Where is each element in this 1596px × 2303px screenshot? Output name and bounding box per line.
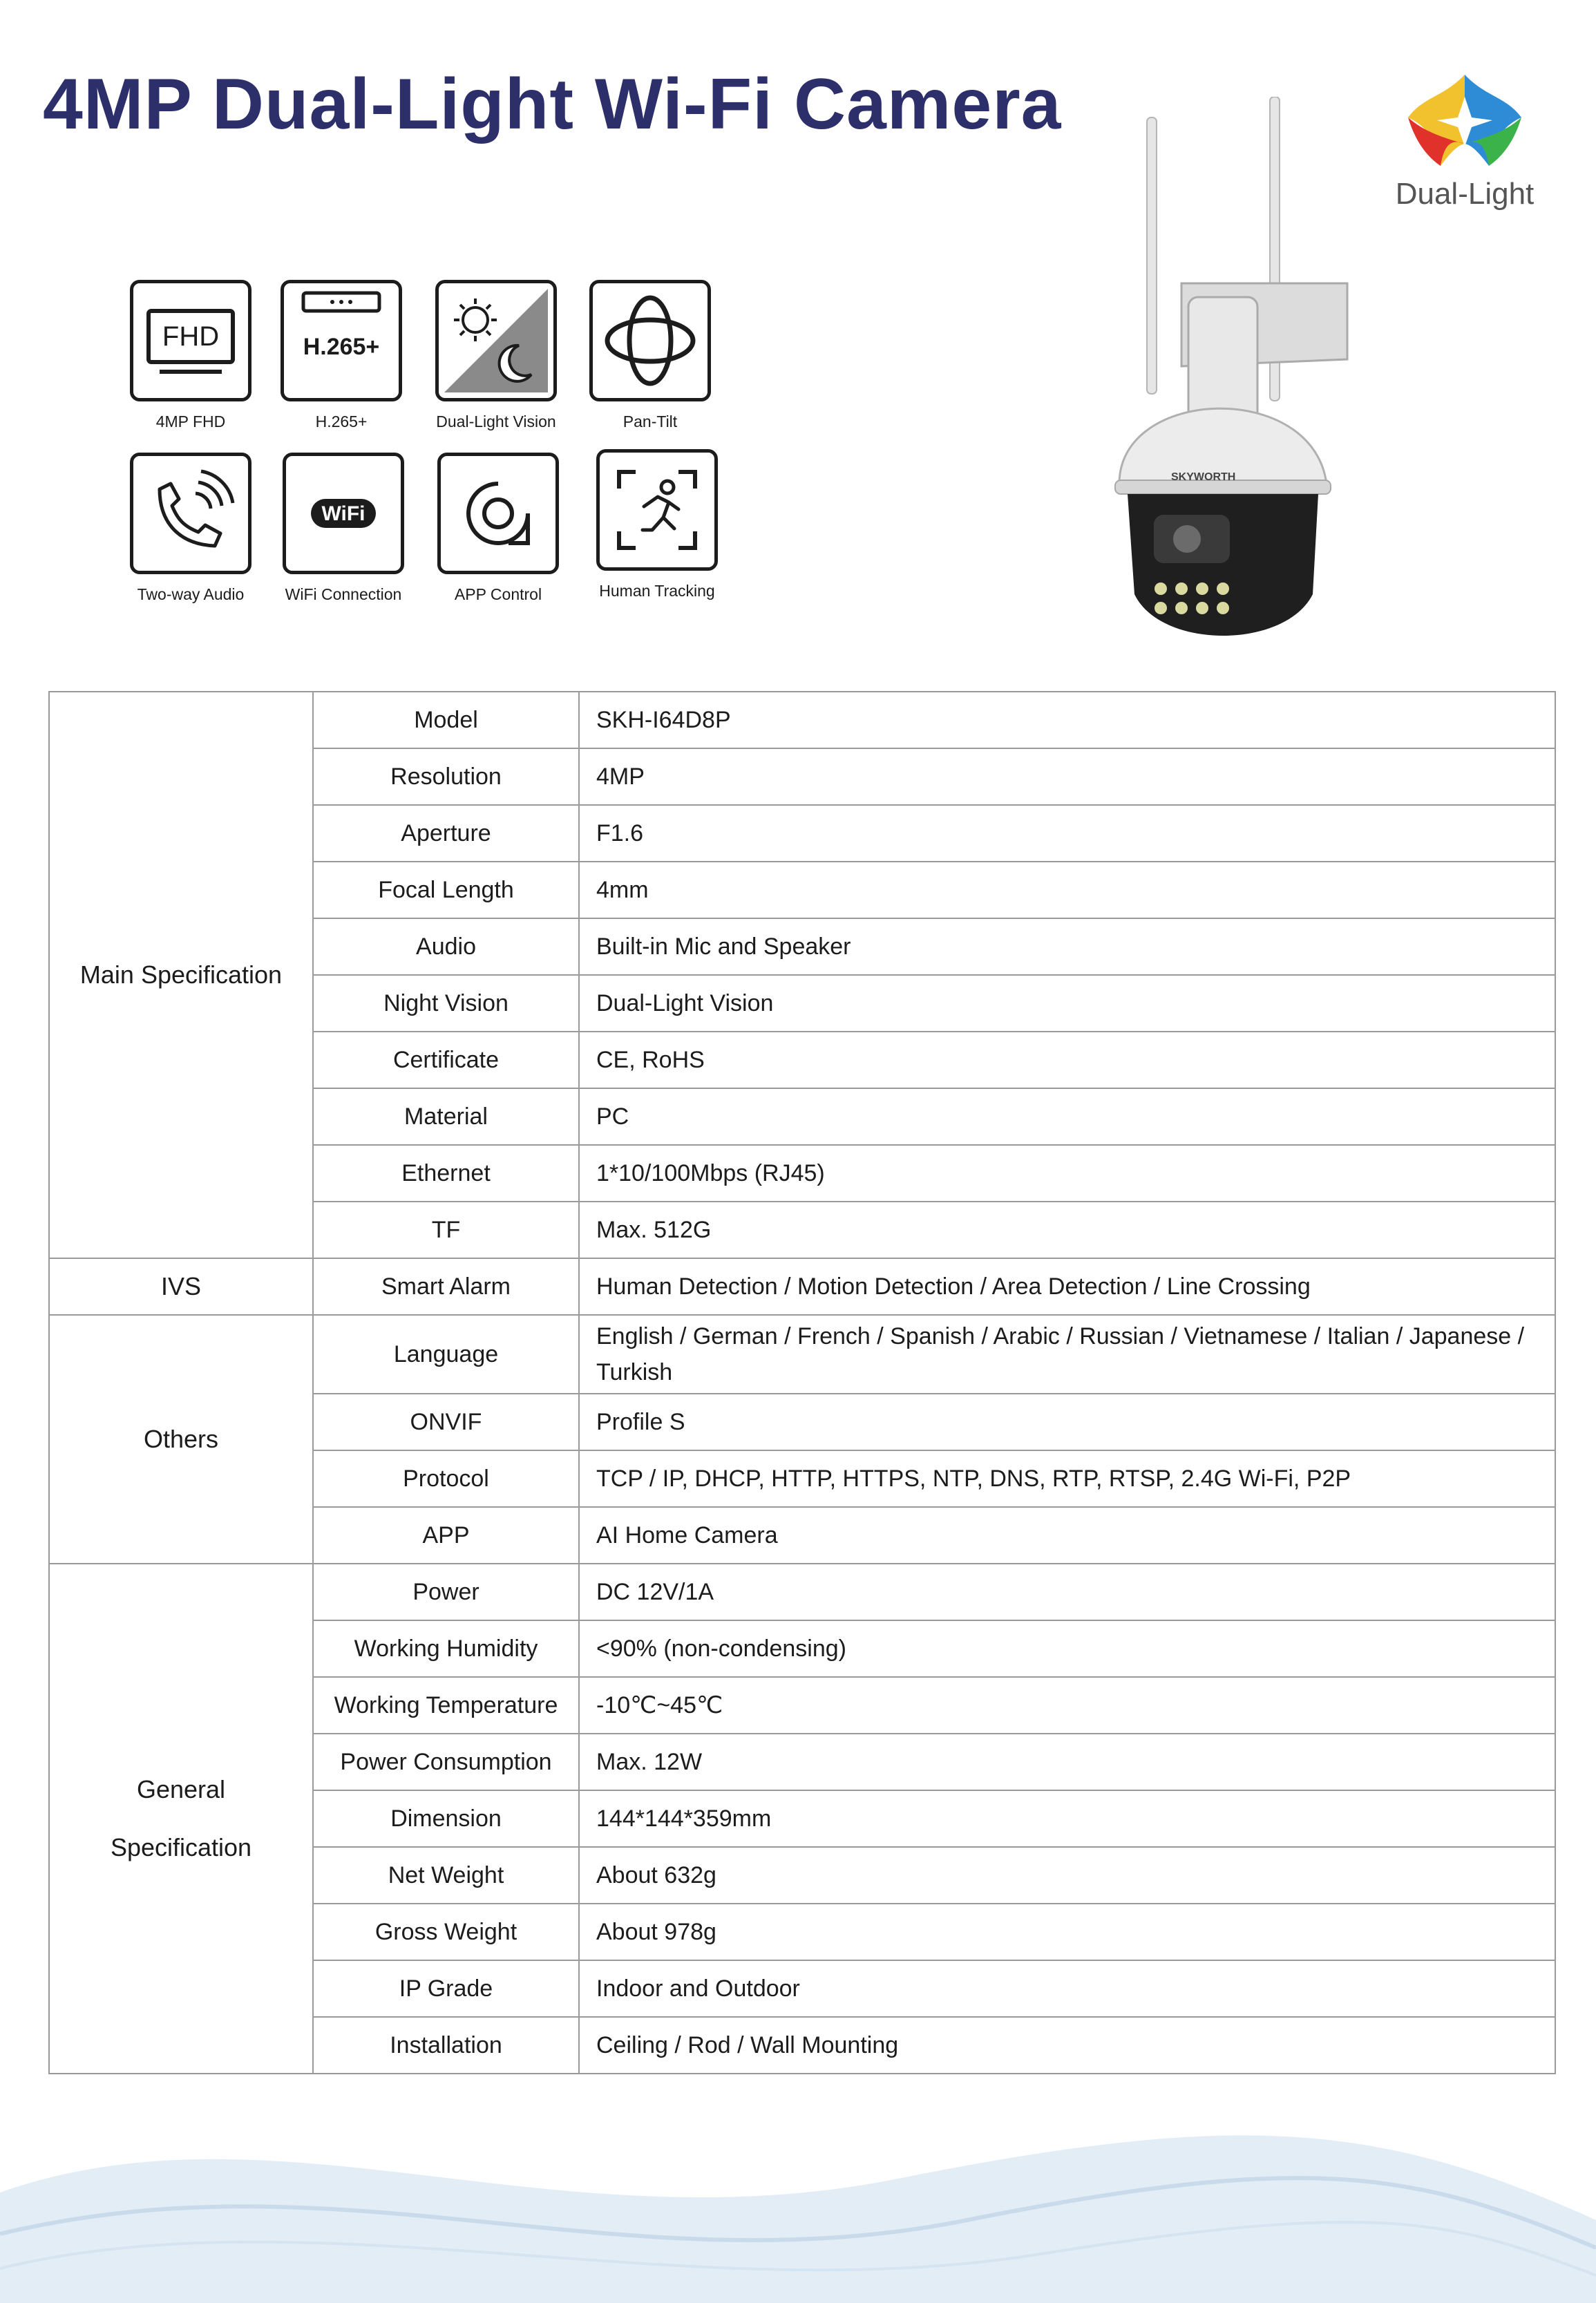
dual-light-logo-label: Dual-Light (1395, 177, 1535, 211)
spec-value: TCP / IP, DHCP, HTTP, HTTPS, NTP, DNS, RTP, RTSP, 2.4G Wi-Fi, P2P (579, 1450, 1555, 1507)
spec-value: 4mm (579, 862, 1555, 918)
spec-value: About 632g (579, 1847, 1555, 1904)
table-row (49, 1258, 1555, 1315)
spec-key: Focal Length (313, 862, 579, 918)
spec-key: ONVIF (313, 1394, 579, 1450)
spec-value: Dual-Light Vision (579, 975, 1555, 1032)
spec-key: Smart Alarm (313, 1258, 579, 1315)
spec-key: TF (313, 1202, 579, 1258)
spec-value: 144*144*359mm (579, 1790, 1555, 1847)
spec-value: Indoor and Outdoor (579, 1960, 1555, 2017)
page-title: 4MP Dual-Light Wi-Fi Camera (43, 64, 1062, 144)
camera-brand-text: SKYWORTH (1171, 471, 1236, 483)
group-ivs: IVS (49, 1258, 313, 1315)
dual-light-logo-icon (1403, 69, 1527, 173)
spec-value: Built-in Mic and Speaker (579, 918, 1555, 975)
feature-4mp-fhd (111, 280, 270, 431)
h265-icon-text: H.265+ (303, 334, 380, 360)
spec-key: Ethernet (313, 1145, 579, 1202)
spec-value: SKH-I64D8P (579, 692, 1555, 748)
fhd-monitor-icon (139, 289, 243, 392)
feature-label: Pan-Tilt (623, 413, 678, 430)
spec-key: Net Weight (313, 1847, 579, 1904)
spec-table (48, 691, 1556, 2074)
human-tracking-icon (605, 458, 709, 562)
spec-value: Max. 12W (579, 1734, 1555, 1790)
fhd-icon-text: FHD (162, 321, 220, 352)
spec-value: Ceiling / Rod / Wall Mounting (579, 2017, 1555, 2074)
feature-human-tracking (578, 449, 737, 600)
feature-pan-tilt (571, 280, 730, 431)
spec-key: Aperture (313, 805, 579, 862)
phone-audio-icon (139, 462, 243, 565)
spec-value: DC 12V/1A (579, 1564, 1555, 1620)
app-control-icon (446, 462, 550, 565)
pan-tilt-icon (598, 289, 702, 392)
spec-value: English / German / French / Spanish / Arabic / Russian / Vietnamese / Italian / Japanese / Turkish (579, 1315, 1555, 1394)
spec-key: Audio (313, 918, 579, 975)
feature-label: Two-way Audio (137, 585, 245, 603)
feature-label: Human Tracking (599, 582, 715, 600)
spec-value: Human Detection / Motion Detection / Area Detection / Line Crossing (579, 1258, 1555, 1315)
spec-key: Certificate (313, 1032, 579, 1088)
feature-dual-light-vision (417, 280, 576, 431)
table-row (49, 1315, 1555, 1394)
table-row (49, 1564, 1555, 1620)
group-general-line2: Specification (110, 1833, 252, 1861)
spec-key: APP (313, 1507, 579, 1564)
spec-value: CE, RoHS (579, 1032, 1555, 1088)
spec-key: Working Humidity (313, 1620, 579, 1677)
spec-value: 4MP (579, 748, 1555, 805)
spec-key: Dimension (313, 1790, 579, 1847)
feature-label: APP Control (454, 585, 542, 603)
spec-key: Gross Weight (313, 1904, 579, 1960)
spec-key: Model (313, 692, 579, 748)
feature-h265 (262, 280, 421, 431)
group-others: Others (49, 1315, 313, 1564)
feature-label: 4MP FHD (155, 413, 226, 430)
spec-key: Power Consumption (313, 1734, 579, 1790)
group-main-specification: Main Specification (49, 692, 313, 1258)
spec-value: Max. 512G (579, 1202, 1555, 1258)
feature-two-way-audio (111, 453, 270, 604)
feature-label: Dual-Light Vision (436, 413, 556, 430)
spec-key: IP Grade (313, 1960, 579, 2017)
wifi-icon (292, 462, 395, 565)
spec-value: <90% (non-condensing) (579, 1620, 1555, 1677)
dual-light-logo (1371, 69, 1558, 211)
table-row (49, 692, 1555, 748)
spec-value: AI Home Camera (579, 1507, 1555, 1564)
feature-app-control (419, 453, 578, 604)
spec-key: Installation (313, 2017, 579, 2074)
feature-wifi-connection (264, 453, 423, 604)
spec-value: Profile S (579, 1394, 1555, 1450)
group-general-specification (49, 1564, 313, 2074)
spec-value: -10℃~45℃ (579, 1677, 1555, 1734)
spec-key: Resolution (313, 748, 579, 805)
spec-key: Material (313, 1088, 579, 1145)
spec-value: 1*10/100Mbps (RJ45) (579, 1145, 1555, 1202)
group-general-line1: General (136, 1775, 226, 1803)
wifi-icon-text: WiFi (321, 502, 365, 525)
spec-value: PC (579, 1088, 1555, 1145)
spec-value: F1.6 (579, 805, 1555, 862)
spec-key: Working Temperature (313, 1677, 579, 1734)
feature-label: H.265+ (315, 413, 368, 430)
spec-key: Language (313, 1315, 579, 1394)
spec-value: About 978g (579, 1904, 1555, 1960)
sun-moon-icon (444, 289, 548, 392)
spec-key: Power (313, 1564, 579, 1620)
spec-key: Protocol (313, 1450, 579, 1507)
spec-key: Night Vision (313, 975, 579, 1032)
camera-product-image (1078, 97, 1382, 670)
h265-codec-icon (289, 289, 393, 392)
feature-label: WiFi Connection (285, 585, 402, 603)
